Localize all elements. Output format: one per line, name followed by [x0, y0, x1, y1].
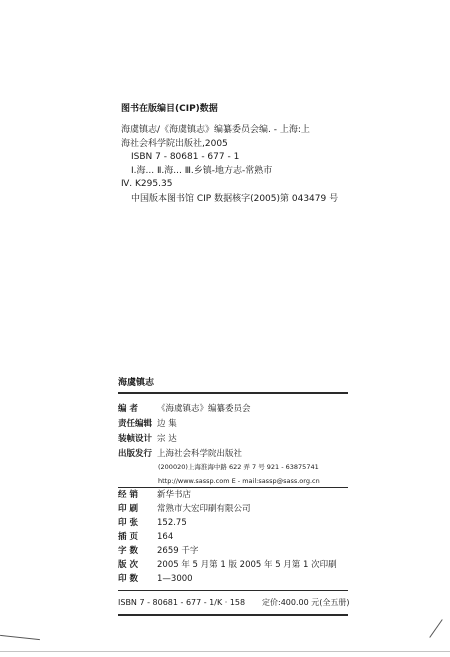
lower-rule: [118, 590, 348, 591]
cip-classification: Ⅰ.海... Ⅱ.海... Ⅲ.乡镇-地方志-常熟市: [131, 166, 273, 176]
price: 定价:400.00 元(全五册): [262, 598, 350, 607]
credit-label-responsible-editor: 责任编辑: [118, 419, 153, 429]
middle-rule: [118, 487, 348, 488]
print-label-word-count: 字 数: [118, 546, 138, 556]
cip-class-number: Ⅳ. K295.35: [121, 179, 173, 189]
top-rule: [118, 392, 348, 394]
credit-value-editor: 《海虞镇志》编纂委员会: [157, 404, 251, 414]
isbn-footer: ISBN 7 - 80681 - 677 - 1/K · 158: [118, 598, 246, 607]
print-value-print-run: 1—3000: [157, 574, 193, 584]
credit-value-design: 宗 达: [157, 434, 177, 444]
credit-label-editor: 编 者: [118, 404, 138, 414]
print-value-distributor: 新华书店: [157, 490, 192, 500]
print-value-sheets: 152.75: [157, 518, 187, 528]
scan-edge-line: [0, 651, 450, 652]
print-label-printer: 印 刷: [118, 504, 138, 514]
cip-heading: 图书在版编目(CIP)数据: [121, 104, 218, 114]
print-value-inserts: 164: [157, 532, 174, 542]
print-label-inserts: 插 页: [118, 532, 138, 542]
credit-label-design: 装帧设计: [118, 434, 153, 444]
scan-mark-right: [429, 619, 442, 638]
cip-verify-number: 中国版本图书馆 CIP 数据核字(2005)第 043479 号: [131, 194, 339, 204]
bottom-rule: [118, 614, 348, 616]
cip-line-2: 海社会科学院出版社,2005: [121, 139, 228, 149]
print-value-printer: 常熟市大宏印刷有限公司: [157, 504, 251, 514]
credit-label-publisher: 出版发行: [118, 449, 153, 459]
cip-isbn: ISBN 7 - 80681 - 677 - 1: [131, 152, 240, 162]
print-label-distributor: 经 销: [118, 490, 138, 500]
print-value-edition: 2005 年 5 月第 1 版 2005 年 5 月第 1 次印刷: [157, 560, 337, 570]
cip-line-1: 海虞镇志/《海虞镇志》编纂委员会编. - 上海:上: [121, 125, 310, 135]
scan-mark-left: [0, 635, 40, 640]
print-value-word-count: 2659 千字: [157, 546, 199, 556]
print-label-sheets: 印 张: [118, 518, 138, 528]
print-label-print-run: 印 数: [118, 574, 138, 584]
book-title: 海虞镇志: [118, 378, 155, 388]
credit-value-publisher: 上海社会科学院出版社: [157, 449, 243, 459]
publisher-address: (200020)上海淮海中路 622 弄 7 号 921 - 63875741: [158, 463, 319, 471]
print-label-edition: 版 次: [118, 560, 138, 570]
credit-value-responsible-editor: 边 集: [157, 419, 177, 429]
publisher-web: http://www.sassp.com E - mail:sassp@sass.org.cn: [158, 477, 320, 485]
